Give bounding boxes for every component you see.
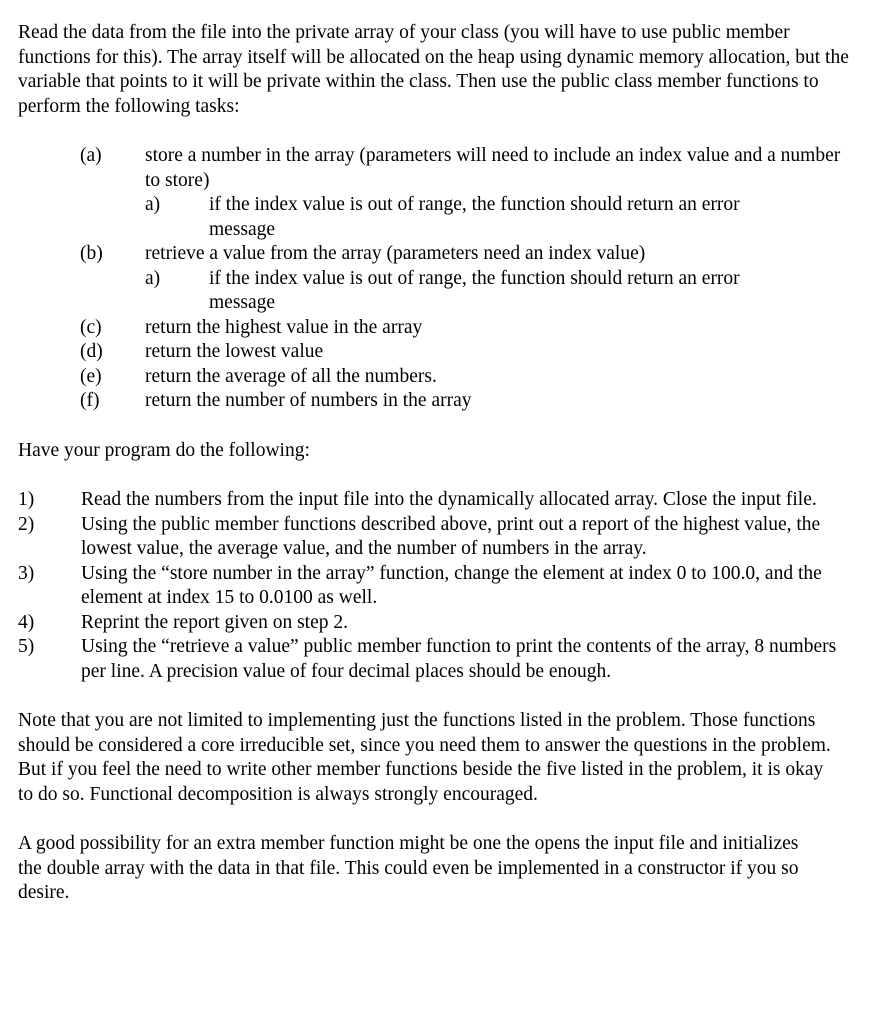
subtask-text: if the index value is out of range, the function should return an error message — [209, 194, 740, 240]
step-number: 2) — [18, 513, 35, 535]
task-text: return the highest value in the array — [145, 316, 423, 338]
task-item-b — [18, 242, 858, 267]
subtask-label: a) — [145, 267, 161, 289]
task-label: (c) — [80, 316, 102, 338]
task-label: (b) — [80, 243, 103, 264]
step-item-5 — [18, 635, 858, 684]
step-number: 3) — [18, 562, 35, 584]
task-item-e — [18, 365, 858, 390]
task-text: retrieve a value from the array (parameters need an index value) — [145, 243, 646, 264]
task-label: (d) — [80, 341, 103, 362]
subtask-text: if the index value is out of range, the function should return an error message — [209, 267, 740, 313]
step-text: Using the public member functions described above, print out a report of the highest value, the lowest value, the average value, and the number of numbers in the array. — [81, 513, 821, 559]
step-text: Reprint the report given on step 2. — [81, 611, 348, 633]
subtask-label: a) — [145, 194, 161, 215]
task-item-f — [18, 389, 858, 414]
step-item-3 — [18, 562, 858, 611]
note-paragraph: Note that you are not limited to implementing just the functions listed in the problem. Those functions should be considered a core irreducible set, since you need them to answer the questions in the problem. But if you feel the need to write other member functions beside the five listed in the problem, it is okay to do so. Functional decomposition is always strongly encouraged. — [18, 710, 831, 805]
task-label: (f) — [80, 390, 100, 411]
program-heading: Have your program do the following: — [18, 439, 310, 461]
step-number: 4) — [18, 611, 35, 633]
task-text: store a number in the array (parameters will need to include an index value and a number to store) — [145, 145, 841, 191]
step-list — [18, 488, 858, 684]
task-text: return the lowest value — [145, 341, 324, 362]
step-item-4 — [18, 611, 858, 636]
document-body — [18, 21, 858, 906]
task-label: (a) — [80, 145, 102, 166]
extra-function-paragraph: A good possibility for an extra member function might be one the opens the input file and initializes the double array with the data in that file. This could even be implemented in a constructor if you so desire. — [18, 833, 799, 903]
step-text: Using the “store number in the array” function, change the element at index 0 to 100.0, and the element at index 15 to 0.0100 as well. — [81, 562, 822, 608]
task-item-a — [18, 144, 858, 193]
step-item-2 — [18, 513, 858, 562]
intro-paragraph: Read the data from the file into the private array of your class (you will have to use public member functions for this). The array itself will be allocated on the heap using dynamic memory allocation, but the variable that points to it will be private within the class. Then use the public class member functions to perform the following tasks: — [18, 22, 849, 117]
task-text: return the number of numbers in the array — [145, 390, 472, 411]
subtask-item-a — [18, 193, 858, 242]
task-list — [18, 144, 858, 414]
step-item-1 — [18, 488, 858, 513]
task-item-d — [18, 340, 858, 365]
subtask-item-b — [18, 267, 858, 316]
step-number: 5) — [18, 636, 35, 657]
task-item-c — [18, 316, 858, 341]
step-text: Using the “retrieve a value” public member function to print the contents of the array, 8 numbers per line. A precision value of four decimal places should be enough. — [81, 636, 837, 682]
step-text: Read the numbers from the input file into the dynamically allocated array. Close the input file. — [81, 489, 817, 510]
step-number: 1) — [18, 489, 35, 510]
task-text: return the average of all the numbers. — [145, 365, 437, 387]
task-label: (e) — [80, 365, 102, 387]
